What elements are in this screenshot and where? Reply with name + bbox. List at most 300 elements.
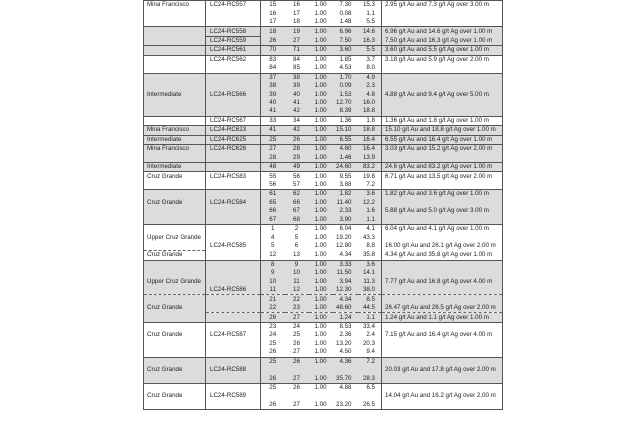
zone-cell bbox=[144, 116, 206, 125]
hole-id-cell bbox=[206, 401, 261, 410]
from-cell: 55 bbox=[261, 172, 285, 181]
from-cell: 67 bbox=[261, 216, 285, 225]
ag-grade-cell: 1.8 bbox=[358, 116, 382, 125]
ag-grade-cell: 15.3 bbox=[358, 1, 382, 10]
interval-summary-cell bbox=[382, 348, 503, 357]
from-cell: 28 bbox=[261, 153, 285, 162]
zone-cell bbox=[144, 313, 206, 322]
ag-grade-cell: 13.9 bbox=[358, 153, 382, 162]
interval-summary-cell bbox=[382, 18, 503, 27]
zone-cell: Cruz Grande bbox=[144, 199, 206, 207]
to-cell: 38 bbox=[285, 73, 309, 82]
hole-id-cell: LC24-RC586 bbox=[206, 286, 261, 295]
table-row bbox=[144, 357, 503, 366]
from-cell: 40 bbox=[261, 99, 285, 107]
length-cell: 1.00 bbox=[309, 27, 333, 36]
au-grade-cell: 0.09 bbox=[333, 82, 358, 90]
interval-summary-cell: 1.36 g/t Au and 1.8 g/t Ag over 1.00 m bbox=[382, 116, 503, 125]
hole-id-cell bbox=[206, 162, 261, 171]
ag-grade-cell: 1.1 bbox=[358, 313, 382, 322]
hole-id-cell bbox=[206, 348, 261, 357]
interval-summary-cell: 6.04 g/t Au and 4.1 g/t Ag over 1.00 m bbox=[382, 224, 503, 233]
hole-id-cell bbox=[206, 251, 261, 260]
ag-grade-cell: 1.6 bbox=[358, 207, 382, 215]
au-grade-cell: 6.96 bbox=[333, 27, 358, 36]
interval-summary-cell: 3.60 g/t Au and 5.5 g/t Ag over 1.00 m bbox=[382, 46, 503, 55]
ag-grade-cell: 43.3 bbox=[362, 233, 375, 241]
au-grade-cell: 6.55 bbox=[333, 135, 358, 144]
ag-grade-cell: 38.0 bbox=[358, 286, 382, 295]
length-cell bbox=[309, 366, 333, 374]
au-grade-cell: 12.80 bbox=[336, 242, 352, 250]
from-cell: 5 bbox=[261, 242, 285, 251]
interval-summary-cell bbox=[382, 233, 503, 241]
length-cell: 1.00 bbox=[309, 162, 333, 171]
ag-grade-cell: 1.1 bbox=[366, 9, 375, 17]
table-row bbox=[144, 260, 503, 269]
ag-grade-cell: 2.4 bbox=[366, 331, 375, 339]
interval-summary-cell: 26.47 g/t Au and 26.5 g/t Ag over 2.00 m bbox=[382, 304, 503, 313]
au-grade-cell: 4.50 bbox=[339, 348, 352, 356]
hole-id-cell bbox=[206, 82, 261, 90]
length-cell: 1.00 bbox=[309, 199, 333, 207]
to-cell: 23 bbox=[285, 304, 309, 313]
length-cell: 1.00 bbox=[314, 18, 327, 26]
from-cell: 66 bbox=[261, 207, 285, 215]
to-cell: 85 bbox=[293, 64, 300, 72]
from-cell: 84 bbox=[261, 64, 285, 73]
length-cell: 1.00 bbox=[309, 73, 333, 82]
ag-grade-cell: 3.7 bbox=[358, 55, 382, 64]
interval-summary-cell: 3.18 g/t Au and 5.9 g/t Ag over 2.00 m bbox=[382, 55, 503, 64]
table-row bbox=[144, 224, 503, 233]
au-grade-cell: 3.33 bbox=[333, 260, 358, 269]
zone-cell bbox=[144, 383, 206, 392]
from-cell: 25 bbox=[261, 357, 285, 366]
table-row bbox=[144, 233, 503, 241]
to-cell: 26 bbox=[293, 339, 300, 347]
interval-summary-cell bbox=[382, 269, 503, 277]
table-row bbox=[144, 392, 503, 400]
table-row bbox=[144, 90, 503, 98]
hole-id-cell: LC24-RC561 bbox=[206, 46, 261, 55]
hole-id-cell bbox=[206, 322, 261, 331]
to-cell: 27 bbox=[293, 348, 300, 356]
from-cell: 23 bbox=[261, 322, 285, 331]
interval-summary-cell bbox=[382, 295, 503, 304]
table-row bbox=[144, 162, 503, 171]
zone-cell bbox=[144, 107, 206, 116]
ag-grade-cell: 16.0 bbox=[358, 99, 382, 107]
zone-cell: Cruz Grande bbox=[144, 251, 206, 260]
from-cell: 61 bbox=[261, 190, 285, 199]
ag-grade-cell: 3.6 bbox=[358, 190, 382, 199]
hole-id-cell: LC24-RC589 bbox=[206, 392, 261, 400]
hole-id-cell: LC24-RC583 bbox=[206, 172, 261, 181]
interval-summary-cell: 14.04 g/t Au and 16.2 g/t Ag over 2.00 m bbox=[382, 392, 503, 400]
interval-summary-cell bbox=[382, 260, 503, 269]
to-cell: 18 bbox=[293, 18, 300, 26]
interval-summary-cell: 6.55 g/t Au and 16.4 g/t Ag over 1.00 m bbox=[382, 135, 503, 144]
zone-cell: Mina Francisco bbox=[144, 1, 206, 10]
to-cell: 26 bbox=[285, 383, 309, 392]
hole-id-cell bbox=[206, 224, 261, 233]
au-grade-cell: 4.60 bbox=[333, 145, 358, 154]
from-cell: 11 bbox=[261, 286, 285, 295]
interval-summary-cell bbox=[382, 357, 503, 366]
zone-cell bbox=[144, 224, 206, 233]
table-row bbox=[144, 374, 503, 383]
table-row bbox=[144, 286, 503, 295]
length-cell: 1.00 bbox=[309, 116, 333, 125]
hole-id-cell: LC24-RC566 bbox=[206, 90, 261, 98]
au-grade-cell: 3.88 bbox=[339, 180, 352, 188]
ag-grade-cell: 1.1 bbox=[358, 216, 382, 225]
zone-cell bbox=[144, 260, 206, 269]
zone-cell bbox=[144, 340, 206, 348]
length-cell: 1.00 bbox=[309, 107, 333, 116]
assay-results-table-wrapper bbox=[143, 0, 502, 410]
length-cell: 1.00 bbox=[309, 1, 333, 10]
from-cell: 22 bbox=[261, 304, 285, 313]
table-row bbox=[144, 126, 503, 135]
ag-grade-cell: 19.8 bbox=[358, 172, 382, 181]
au-grade-cell: 0.08 bbox=[339, 9, 352, 17]
from-cell: 21 bbox=[261, 295, 285, 304]
zone-cell bbox=[144, 82, 206, 90]
to-cell: 27 bbox=[285, 36, 309, 45]
hole-id-cell bbox=[206, 313, 261, 322]
au-grade-cell: 1.48 bbox=[339, 18, 352, 26]
from-cell: 25 bbox=[261, 135, 285, 144]
length-cell: 1.00 bbox=[309, 90, 333, 98]
table-row bbox=[144, 242, 503, 251]
table-row bbox=[144, 269, 503, 277]
zone-cell bbox=[144, 401, 206, 410]
to-cell: 13 bbox=[293, 251, 300, 259]
hole-id-cell: LC24-RC562 bbox=[206, 55, 261, 64]
au-grade-cell: 4.53 bbox=[339, 64, 352, 72]
to-cell bbox=[285, 392, 309, 400]
ag-grade-cell: 8.0 bbox=[366, 64, 375, 72]
au-grade-cell bbox=[333, 392, 358, 400]
interval-summary-cell: 1.82 g/t Au and 3.6 g/t Ag over 1.00 m bbox=[382, 190, 503, 199]
length-cell: 1.00 bbox=[314, 9, 327, 17]
from-cell: 26 bbox=[261, 348, 285, 357]
to-cell: 27 bbox=[285, 374, 309, 383]
length-cell: 1.00 bbox=[309, 99, 333, 107]
zone-cell bbox=[144, 153, 206, 162]
hole-id-cell: LC24-RC588 bbox=[206, 366, 261, 374]
ag-grade-cell: 83.2 bbox=[358, 162, 382, 171]
zone-cell: Cruz Grande bbox=[144, 172, 206, 181]
to-cell: 29 bbox=[285, 153, 309, 162]
from-cell: 65 bbox=[261, 199, 285, 207]
hole-id-cell bbox=[206, 383, 261, 392]
from-cell: 12 bbox=[261, 251, 285, 260]
hole-id-cell bbox=[206, 357, 261, 366]
ag-grade-cell: 18.8 bbox=[358, 107, 382, 116]
interval-summary-cell bbox=[382, 199, 503, 207]
zone-cell: Mina Francisco bbox=[144, 145, 206, 154]
hole-id-cell bbox=[206, 190, 261, 199]
hole-id-cell bbox=[206, 269, 261, 277]
to-cell: 17 bbox=[293, 9, 300, 17]
table-row bbox=[144, 116, 503, 125]
length-cell: 1.00 bbox=[309, 322, 333, 331]
interval-summary-cell bbox=[382, 107, 503, 116]
length-cell: 1.00 bbox=[309, 46, 333, 55]
from-cell: 25 bbox=[261, 383, 285, 392]
to-cell: 27 bbox=[285, 313, 309, 322]
zone-cell bbox=[144, 55, 206, 64]
length-cell: 1.00 bbox=[309, 216, 333, 225]
ag-grade-cell bbox=[358, 392, 382, 400]
zone-cell: Upper Cruz Grande bbox=[144, 278, 206, 286]
zone-cell bbox=[144, 190, 206, 199]
to-cell: 19 bbox=[285, 27, 309, 36]
au-grade-cell: 12.30 bbox=[333, 286, 358, 295]
to-cell: 56 bbox=[285, 172, 309, 181]
length-cell: 1.00 bbox=[314, 242, 327, 250]
table-row bbox=[144, 322, 503, 331]
from-cell: 24 bbox=[261, 331, 285, 339]
from-cell: 56 bbox=[261, 181, 285, 190]
ag-grade-cell: 44.5 bbox=[358, 304, 382, 313]
length-cell: 1.00 bbox=[309, 269, 333, 277]
ag-grade-cell: 6.5 bbox=[358, 383, 382, 392]
to-cell: 22 bbox=[285, 295, 309, 304]
table-row bbox=[144, 181, 503, 190]
table-row bbox=[144, 9, 503, 17]
length-cell: 1.00 bbox=[314, 339, 327, 347]
table-row bbox=[144, 64, 503, 73]
interval-summary-cell: 16.00 g/t Au and 26.1 g/t Ag over 2.00 m bbox=[382, 242, 503, 251]
au-grade-cell: 19.20 bbox=[336, 233, 352, 241]
au-grade-cell: 3.60 bbox=[333, 46, 358, 55]
au-grade-cell: 8.39 bbox=[333, 107, 358, 116]
au-grade-cell: 4.34 bbox=[339, 251, 352, 259]
ag-grade-cell: 5.5 bbox=[358, 46, 382, 55]
table-row bbox=[144, 295, 503, 304]
ag-grade-cell: 5.5 bbox=[366, 18, 375, 26]
ag-grade-cell: 18.8 bbox=[358, 126, 382, 135]
au-grade-cell: 11.50 bbox=[333, 269, 358, 277]
ag-grade-cell: 7.2 bbox=[358, 357, 382, 366]
hole-id-cell: LC24-RC557 bbox=[206, 1, 261, 10]
zone-cell: Cruz Grande bbox=[144, 331, 206, 339]
au-grade-cell: 4.34 bbox=[333, 295, 358, 304]
au-grade-cell: 7.30 bbox=[333, 1, 358, 10]
assay-results-table bbox=[143, 0, 503, 410]
au-grade-cell: 2.36 bbox=[339, 331, 352, 339]
table-row bbox=[144, 401, 503, 410]
table-row bbox=[144, 36, 503, 45]
hole-id-cell bbox=[206, 181, 261, 190]
to-cell: 71 bbox=[285, 46, 309, 55]
table-row bbox=[144, 340, 503, 348]
au-grade-cell: 4.36 bbox=[333, 357, 358, 366]
interval-summary-cell: 6.71 g/t Au and 13.5 g/t Ag over 2.00 m bbox=[382, 172, 503, 181]
au-grade-cell: 6.04 bbox=[333, 224, 358, 233]
to-cell: 12 bbox=[285, 286, 309, 295]
length-cell bbox=[309, 392, 333, 400]
zone-cell bbox=[144, 18, 206, 27]
to-cell: 62 bbox=[285, 190, 309, 199]
interval-summary-cell bbox=[382, 181, 503, 190]
ag-grade-cell: 12.2 bbox=[358, 199, 382, 207]
length-cell: 1.00 bbox=[309, 401, 333, 410]
to-cell: 40 bbox=[285, 90, 309, 98]
from-cell: 1 bbox=[261, 224, 285, 233]
table-row bbox=[144, 190, 503, 199]
interval-summary-cell: 7.50 g/t Au and 16.3 g/t Ag over 1.00 m bbox=[382, 36, 503, 45]
hole-id-cell: LC24-RC626 bbox=[206, 145, 261, 154]
length-cell: 1.00 bbox=[309, 278, 333, 286]
au-grade-cell: 9.55 bbox=[333, 172, 358, 181]
from-cell bbox=[261, 392, 285, 400]
from-cell bbox=[261, 366, 285, 374]
hole-id-cell bbox=[206, 304, 261, 313]
table-row bbox=[144, 55, 503, 64]
hole-id-cell bbox=[206, 9, 261, 17]
interval-summary-cell: 1.24 g/t Au and 1.1 g/t Ag over 1.00 m bbox=[382, 313, 503, 322]
interval-summary-cell bbox=[382, 82, 503, 90]
table-row bbox=[144, 99, 503, 107]
interval-summary-cell bbox=[382, 73, 503, 82]
from-cell: 48 bbox=[261, 162, 285, 171]
zone-cell bbox=[144, 374, 206, 383]
to-cell bbox=[285, 366, 309, 374]
au-grade-cell: 12.70 bbox=[333, 99, 358, 107]
au-grade-cell: 24.60 bbox=[333, 162, 358, 171]
zone-cell: Upper Cruz Grande bbox=[144, 233, 206, 241]
from-cell: 26 bbox=[261, 401, 285, 410]
interval-summary-cell bbox=[382, 153, 503, 162]
to-cell: 24 bbox=[285, 322, 309, 331]
au-grade-cell: 1.82 bbox=[333, 190, 358, 199]
interval-summary-cell: 24.6 g/t Au and 83.2 g/t Ag over 1.00 m bbox=[382, 162, 503, 171]
from-cell: 15 bbox=[261, 1, 285, 10]
table-row bbox=[144, 153, 503, 162]
from-cell: 39 bbox=[261, 90, 285, 98]
zone-cell bbox=[144, 242, 206, 251]
hole-id-cell bbox=[206, 18, 261, 27]
au-grade-cell bbox=[333, 366, 358, 374]
to-cell: 9 bbox=[285, 260, 309, 269]
hole-id-cell: LC24-RC585 bbox=[206, 242, 261, 251]
length-cell: 1.00 bbox=[309, 357, 333, 366]
length-cell: 1.00 bbox=[314, 251, 327, 259]
hole-id-cell bbox=[206, 233, 261, 241]
to-cell: 2 bbox=[285, 224, 309, 233]
length-cell: 1.00 bbox=[309, 207, 333, 215]
length-cell: 1.00 bbox=[309, 145, 333, 154]
to-cell: 25 bbox=[293, 331, 300, 339]
hole-id-cell: LC24-RC587 bbox=[206, 331, 261, 339]
ag-grade-cell: 3.6 bbox=[358, 260, 382, 269]
zone-cell: Intermediate bbox=[144, 162, 206, 171]
zone-cell bbox=[144, 73, 206, 82]
length-cell: 1.00 bbox=[309, 36, 333, 45]
table-row bbox=[144, 107, 503, 116]
length-cell: 1.00 bbox=[309, 190, 333, 199]
table-row bbox=[144, 27, 503, 36]
table-row bbox=[144, 73, 503, 82]
from-cell: 33 bbox=[261, 116, 285, 125]
table-row bbox=[144, 135, 503, 144]
hole-id-cell bbox=[206, 207, 261, 215]
au-grade-cell: 35.70 bbox=[333, 374, 358, 383]
from-cell: 38 bbox=[261, 82, 285, 90]
zone-cell bbox=[144, 269, 206, 277]
from-cell: 18 bbox=[261, 27, 285, 36]
to-cell: 57 bbox=[293, 180, 300, 188]
zone-cell: Intermediate bbox=[144, 90, 206, 98]
zone-cell bbox=[144, 216, 206, 225]
table-row bbox=[144, 199, 503, 207]
hole-id-cell bbox=[206, 64, 261, 73]
zone-cell: Cruz Grande bbox=[144, 392, 206, 400]
to-cell: 26 bbox=[285, 135, 309, 144]
ag-grade-cell: 33.4 bbox=[358, 322, 382, 331]
ag-grade-cell: 7.2 bbox=[366, 180, 375, 188]
to-cell: 28 bbox=[285, 145, 309, 154]
hole-id-cell bbox=[206, 107, 261, 116]
from-cell: 25 bbox=[261, 340, 285, 348]
to-cell: 5 bbox=[294, 233, 299, 241]
from-cell: 83 bbox=[261, 55, 285, 64]
zone-cell: Mina Francisco bbox=[144, 126, 206, 135]
from-cell: 10 bbox=[261, 278, 285, 286]
table-row bbox=[144, 18, 503, 27]
length-cell: 1.00 bbox=[314, 233, 327, 241]
length-cell: 1.00 bbox=[309, 286, 333, 295]
to-cell: 11 bbox=[285, 278, 309, 286]
au-grade-cell: 1.24 bbox=[333, 313, 358, 322]
interval-summary-cell: 20.03 g/t Au and 17.8 g/t Ag over 2.00 m bbox=[382, 366, 503, 374]
zone-cell bbox=[144, 348, 206, 357]
length-cell: 1.00 bbox=[309, 82, 333, 90]
au-grade-cell: 11.40 bbox=[333, 199, 358, 207]
zone-cell bbox=[144, 181, 206, 190]
to-cell: 16 bbox=[285, 1, 309, 10]
au-grade-cell: 3.94 bbox=[333, 278, 358, 286]
ag-grade-cell: 16.4 bbox=[358, 135, 382, 144]
ag-grade-cell: 35.8 bbox=[362, 251, 375, 259]
ag-grade-cell: 8.5 bbox=[358, 295, 382, 304]
interval-summary-cell bbox=[382, 322, 503, 331]
from-cell: 41 bbox=[261, 126, 285, 135]
table-row bbox=[144, 145, 503, 154]
interval-summary-cell bbox=[382, 383, 503, 392]
hole-id-cell bbox=[206, 374, 261, 383]
hole-id-cell: LC24-RC584 bbox=[206, 199, 261, 207]
length-cell: 1.00 bbox=[309, 126, 333, 135]
table-row bbox=[144, 251, 503, 260]
zone-cell bbox=[144, 207, 206, 215]
ag-grade-cell: 20.3 bbox=[362, 339, 375, 347]
au-grade-cell: 2.33 bbox=[333, 207, 358, 215]
from-cell: 37 bbox=[261, 73, 285, 82]
to-cell: 49 bbox=[285, 162, 309, 171]
zone-cell bbox=[144, 46, 206, 55]
ag-grade-cell bbox=[358, 366, 382, 374]
au-grade-cell: 23.20 bbox=[333, 401, 358, 410]
interval-summary-cell bbox=[382, 401, 503, 410]
length-cell: 1.00 bbox=[314, 331, 327, 339]
length-cell: 1.00 bbox=[309, 153, 333, 162]
